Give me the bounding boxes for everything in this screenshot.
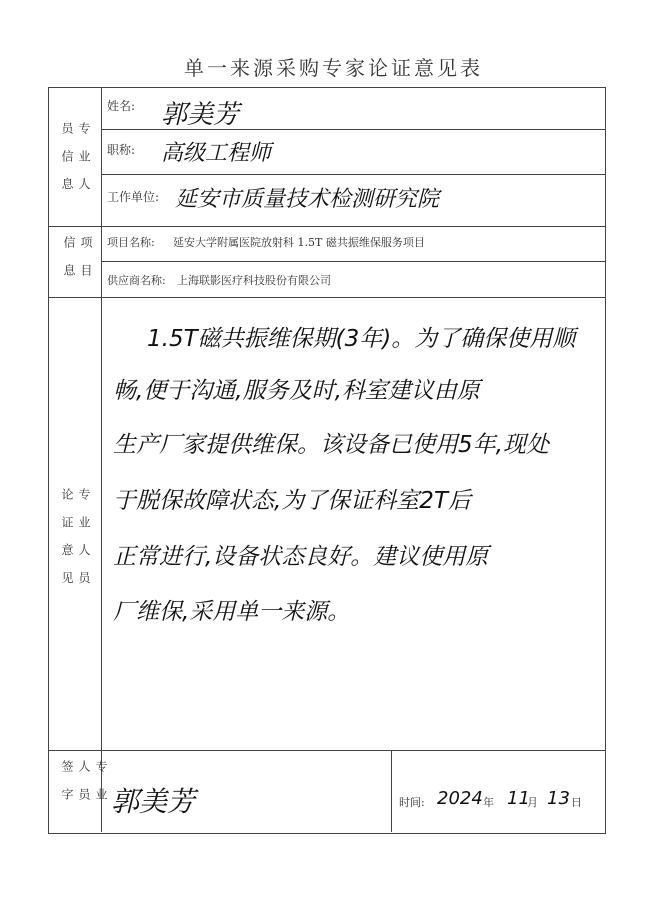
opinion-line: 正常进行,设备状态良好。建议使用原 (113, 544, 489, 570)
project-value: 延安大学附属医院放射科 1.5T 磁共振维保服务项目 (173, 236, 425, 249)
title-label: 职称: (107, 143, 136, 157)
month-unit: 月 (527, 796, 538, 809)
supplier-value: 上海联影医疗科技股份有限公司 (177, 274, 331, 287)
day-unit: 日 (571, 796, 582, 809)
signature: 郭美芳 (111, 785, 196, 818)
project-label: 项目名称: (107, 236, 155, 249)
project-info-side-label: 项 目 信 息 (62, 236, 93, 282)
opinion-line: 1.5T磁共振维保期(3年)。为了确保使用顺 (147, 326, 576, 352)
opinion-side-label: 专 业 人 员 论 证 意 见 (60, 488, 91, 590)
year-unit: 年 (483, 796, 494, 809)
time-divider (391, 750, 392, 832)
name-label: 姓名: (107, 99, 136, 113)
unit-value: 延安市质量技术检测研究院 (175, 187, 440, 212)
opinion-line: 生产厂家提供维保。该设备已使用5年,现处 (113, 432, 549, 458)
opinion-line: 畅,便于沟通,服务及时,科室建议由原 (113, 378, 480, 404)
side-divider (101, 88, 102, 832)
section-divider (49, 226, 605, 227)
unit-label: 工作单位: (107, 190, 160, 204)
opinion-line: 于脱保故障状态,为了保证科室2T后 (113, 488, 471, 514)
year-value: 2024 (437, 788, 483, 809)
title-value: 高级工程师 (161, 141, 272, 166)
month-value: 11 (507, 788, 530, 809)
section-divider (49, 750, 605, 751)
form-table (48, 87, 606, 834)
opinion-line: 厂维保,采用单一来源。 (113, 599, 351, 625)
row-divider (101, 174, 605, 175)
expert-info-side-label: 专 业 人 员 信 息 (60, 122, 91, 196)
name-value: 郭美芳 (161, 100, 240, 130)
supplier-label: 供应商名称: (107, 274, 166, 287)
section-divider (49, 297, 605, 298)
signature-side-label: 专 业 人 员 签 字 (60, 760, 108, 806)
day-value: 13 (547, 788, 570, 809)
time-label: 时间: (399, 796, 425, 809)
page-title: 单一来源采购专家论证意见表 (184, 56, 483, 80)
row-divider (101, 261, 605, 262)
